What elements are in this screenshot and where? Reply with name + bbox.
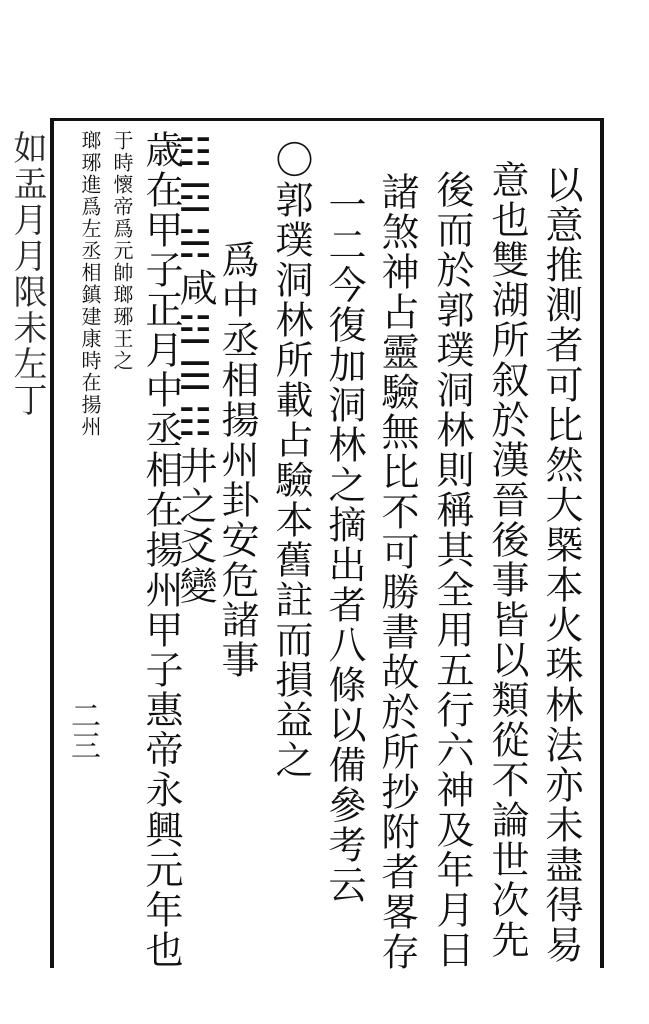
section-heading-guo-pu: 〇郭璞洞林所載占驗本舊註而損益之 bbox=[269, 140, 313, 780]
adjacent-page-edge-text: 如盂月月限未左丁 bbox=[7, 130, 47, 418]
hexagram-line: ☷☲☵咸☳☰☷井之爻變 bbox=[173, 130, 217, 606]
text-column-1: 以意推測者可比然大槩本火珠林法亦未盡得易 bbox=[539, 165, 583, 965]
annotation-column-2: 瑯琊進爲左丞相鎮建康時在揚州 bbox=[78, 130, 102, 438]
page-border-top bbox=[52, 118, 602, 121]
text-column-3: 後而於郭璞洞林則稱其全用五行六神及年月日 bbox=[430, 170, 474, 970]
text-column-2: 意也雙湖所叙於漢晉後事皆以類從不論世次先 bbox=[485, 160, 529, 960]
text-column-9: 歳在甲子正月中丞相在揚州甲子惠帝永興元年也 bbox=[139, 130, 183, 970]
page-border-left bbox=[50, 118, 54, 968]
text-column-5: 一二今復加洞林之摘出者八條以備參考云 bbox=[322, 185, 366, 905]
text-column-4: 諸煞神占靈驗無比不可勝書故於所抄附者畧存 bbox=[375, 172, 419, 972]
annotation-column-1: 于時懷帝爲元帥瑯琊王之 bbox=[110, 130, 134, 372]
text-column-7: 爲中丞相揚州卦安危諸事 bbox=[215, 240, 259, 680]
page-number: 二三 bbox=[65, 700, 100, 760]
page-border-right bbox=[600, 118, 604, 968]
